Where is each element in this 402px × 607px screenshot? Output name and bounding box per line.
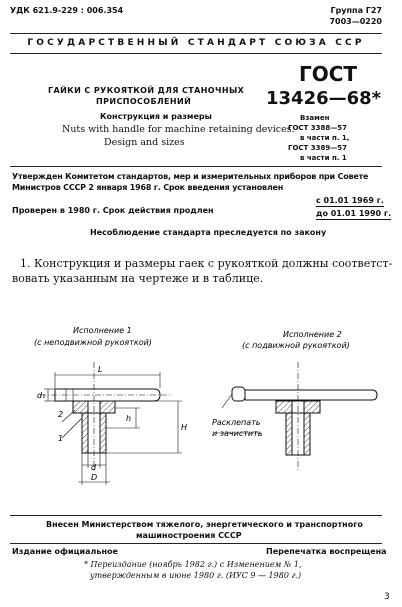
variant1-title: Исполнение 1 (73, 326, 132, 335)
group-code: Группа Г27 (330, 6, 382, 15)
page-number: 3 (384, 592, 390, 602)
variant1-subtitle: (с неподвижной рукояткой) (34, 338, 152, 347)
title-ru-line1: ГАЙКИ С РУКОЯТКОЙ ДЛЯ СТАНОЧНЫХ (48, 86, 245, 95)
title-en-line2: Design and sizes (104, 137, 185, 148)
approval-line2: Министров СССР 2 января 1968 г. Срок введения установлен (12, 183, 284, 192)
expiry-date: до 01.01 1990 г. (316, 209, 392, 218)
reissue-note-line1: * Переиздание (ноябрь 1982 г.) с Изменением № 1, (84, 560, 302, 569)
variant2-drawing (214, 362, 377, 472)
technical-drawing (0, 300, 402, 510)
dim-D-label: D (91, 473, 98, 482)
dim-H-label: H (181, 423, 188, 432)
top-rule (10, 33, 382, 34)
approval-line1: Утвержден Комитетом стандартов, мер и измерительных приборов при Совете (12, 172, 369, 181)
variant2-subtitle: (с подвижной рукояткой) (242, 341, 350, 350)
paragraph-1-line1: 1. Конструкция и размеры гаек с рукояткой должны соответст- (20, 257, 393, 270)
dim-L-label: L (98, 365, 103, 374)
effective-date: с 01.01 1969 г. (316, 196, 384, 205)
paragraph-1-line2: вовать указанным на чертеже и в таблице. (12, 272, 264, 285)
issued-by-line1: Внесен Министерством тяжелого, энергетического и транспортного (46, 520, 363, 529)
reprint-prohibited: Перепечатка воспрещена (266, 547, 387, 556)
variant2-title: Исполнение 2 (283, 330, 342, 339)
replaced-standard-1-part: в части п. 1, (300, 134, 350, 142)
footer-rule-bottom (10, 543, 382, 544)
official-edition: Издание официальное (12, 547, 118, 556)
replaced-standard-1: ГОСТ 3388—57 (288, 124, 347, 132)
banner-rule (10, 53, 382, 54)
replaced-standard-2-part: в части п. 1 (300, 154, 347, 162)
reissue-note-line2: утвержденным в июне 1980 г. (ИУС 9 — 1980 г.) (90, 571, 302, 580)
classification-code: 7003—0220 (329, 17, 382, 26)
title-ru-line2: ПРИСПОСОБЛЕНИЙ (96, 97, 192, 106)
variant1-drawing (40, 362, 182, 485)
part-number-2: 2 (58, 410, 64, 419)
state-standard-banner: ГОСУДАРСТВЕННЫЙ СТАНДАРТ СОЮЗА ССР (27, 38, 365, 48)
title-en-line1: Nuts with handle for machine retaining devices. (62, 124, 295, 135)
part-number-1: 1 (58, 434, 64, 443)
replaces-label: Взамен (300, 114, 330, 122)
dim-d1-label: d₁ (37, 391, 46, 400)
title-rule (10, 166, 382, 167)
dim-h-label: h (126, 414, 132, 423)
issued-by-line2: машиностроения СССР (136, 531, 242, 540)
udk-code: УДК 621.9-229 : 006.354 (10, 6, 124, 15)
rivet-note-line1: Расклепать (212, 418, 261, 427)
dim-d-label: d (91, 463, 97, 472)
replaced-standard-2: ГОСТ 3389—57 (288, 144, 347, 152)
rivet-note-line2: и зачистить (212, 429, 263, 438)
gost-number: 13426—68* (266, 88, 382, 109)
gost-label: ГОСТ (299, 62, 358, 86)
footer-rule-top (10, 515, 382, 516)
checked-line: Проверен в 1980 г. Срок действия продлен (12, 206, 214, 215)
title-ru-subtitle: Конструкция и размеры (100, 112, 212, 121)
law-warning: Несоблюдение стандарта преследуется по закону (90, 228, 327, 237)
